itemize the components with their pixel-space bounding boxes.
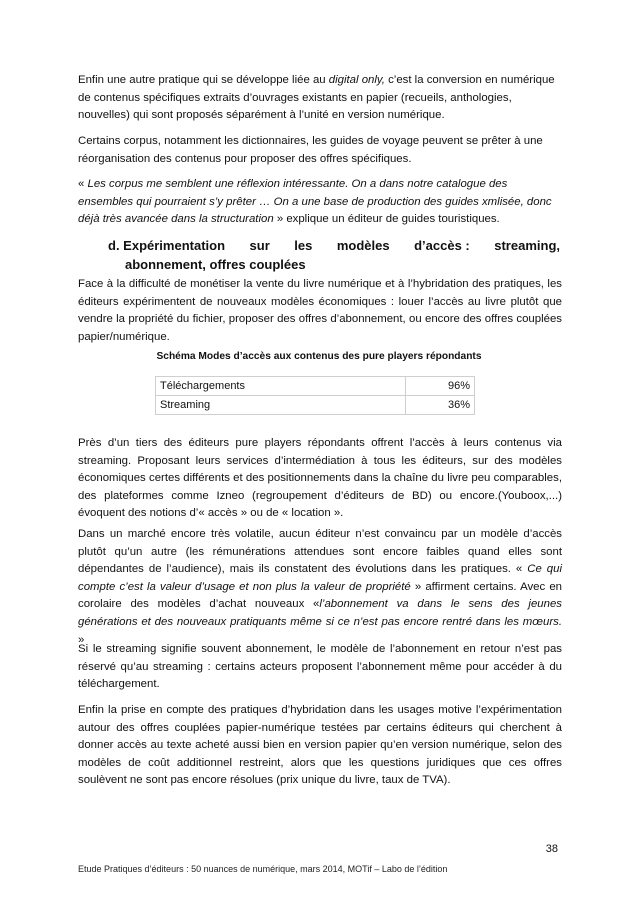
table-cell-value: 96%	[406, 377, 475, 396]
access-modes-table	[155, 376, 475, 415]
paragraph-volatile-market: Dans un marché encore très volatile, aucun éditeur n’est convaincu par un modèle d’accès plutôt qu’un autre (les rémunérations attendues sont encore faibles quand elles sont dépendantes de l’audience), mais ils constatent des évolutions dans les pratiques. « Ce qui compte c’est la valeur d’usage et non plus la valeur de propriété » affirment certains. Avec en corolaire des modèles d’achat nouveaux «l’abonnement va dans le sens des jeunes générations et des nouveaux pratiquants même si ce n’est pas encore rentré dans les mœurs. »	[78, 528, 562, 646]
table-cell-label: Streaming	[156, 396, 406, 415]
section-heading: d. Expérimentation sur les modèles d’accès : streaming, abonnement, offres couplées	[108, 238, 560, 272]
table-row	[156, 396, 475, 415]
table-cell-value: 36%	[406, 396, 475, 415]
table-cell-label: Téléchargements	[156, 377, 406, 396]
page-footer: Etude Pratiques d’éditeurs : 50 nuances de numérique, mars 2014, MOTif – Labo de l’édition	[78, 864, 448, 874]
paragraph-quote-guides: « Les corpus me semblent une réflexion intéressante. On a dans notre catalogue des ensembles qui pourraient s’y prêter … On a une base de production des guides xmlisée, donc déjà très avancée dans la structuration » explique un éditeur de guides touristiques.	[78, 178, 552, 226]
paragraph-subscription: Si le streaming signifie souvent abonnement, le modèle de l’abonnement en retour n’est pas réservé qu’au streaming : certains acteurs proposent l’abonnement même pour accéder à du téléchargement.	[78, 643, 562, 691]
paragraph-monetisation: Face à la difficulté de monétiser la vente du livre numérique et à l’hybridation des pratiques, les éditeurs expérimentent de nouveaux modèles économiques : louer l’accès au livre plutôt que vendre la propriété du fichier, proposer des offres d’abonnement, ou encore des offres couplées papier/numérique.	[78, 278, 562, 343]
paragraph-hybridation: Enfin la prise en compte des pratiques d’hybridation dans les usages motive l’expérimentation autour des offres couplées papier-numérique testées par certains éditeurs qui cherchent à donner accès au texte acheté aussi bien en version papier qu’en version numérique, selon des modèles de coût additionnel restreint, alors que les questions juridiques que ces offres soulèvent ne sont pas encore résolues (prix unique du livre, taux de TVA).	[78, 704, 562, 787]
page-number: 38	[545, 843, 558, 855]
paragraph-corpus: Certains corpus, notamment les dictionnaires, les guides de voyage peuvent se prêter à une réorganisation des contenus pour proposer des offres spécifiques.	[78, 135, 543, 165]
paragraph-digital-only: Enfin une autre pratique qui se développe liée au digital only, c’est la conversion en numérique de contenus spécifiques extraits d’ouvrages existants en papier (recueils, anthologies, nouvelles) qui sont proposés séparément à l’unité en version numérique.	[78, 74, 555, 122]
paragraph-streaming: Près d’un tiers des éditeurs pure players répondants offrent l’accès à leurs contenus via streaming. Proposant leurs services d’intermédiation à tous les éditeurs, sur des modèles économiques certes différents et des positionnements dans la chaîne du livre peu comparables, des plateformes comme Izneo (regroupement d’éditeurs de BD) ou encore.(Youboox,...) évoquent des notions d’« accès » ou de « location ».	[78, 437, 562, 520]
table-caption: Schéma Modes d’accès aux contenus des pure players répondants	[156, 351, 482, 362]
table-row	[156, 377, 475, 396]
